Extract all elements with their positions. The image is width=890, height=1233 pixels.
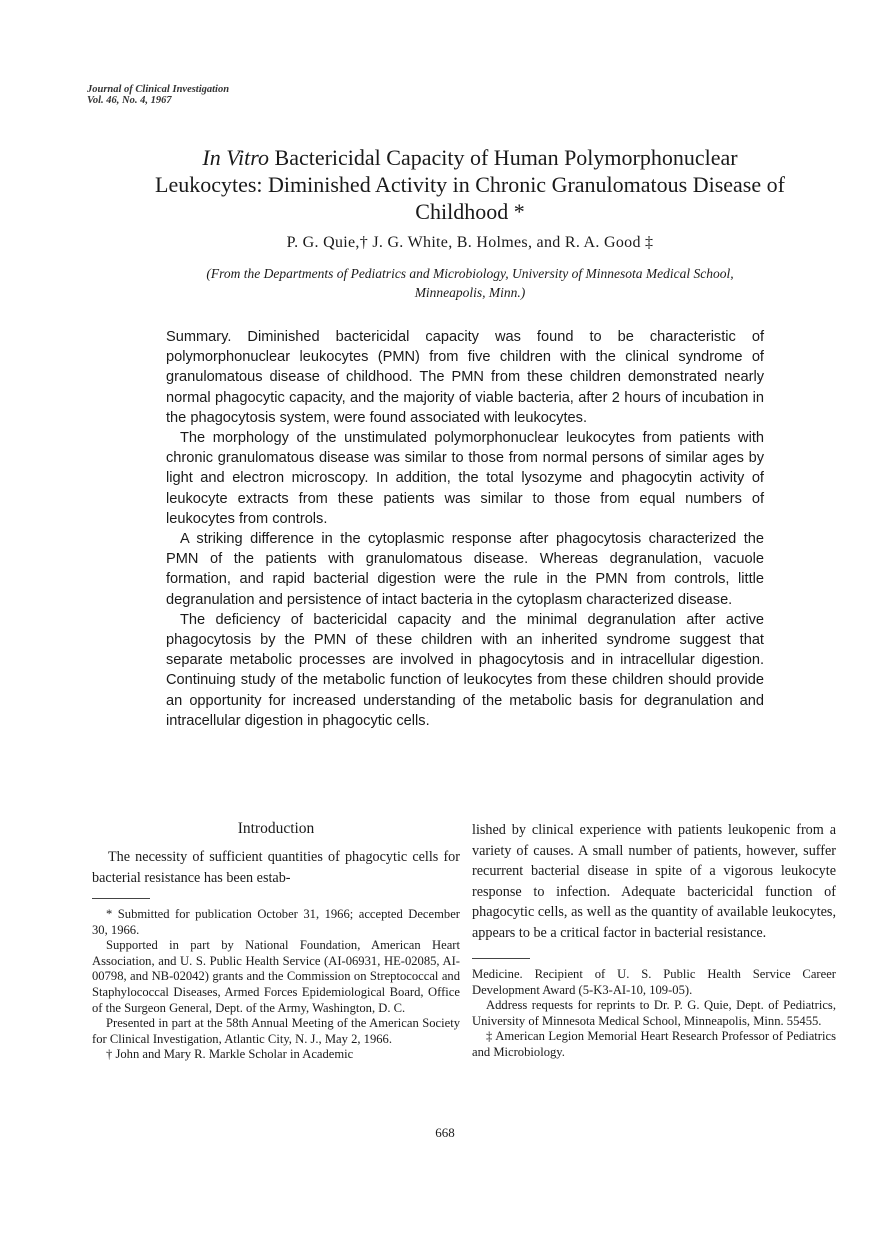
journal-name: Journal of Clinical Investigation [87,84,230,95]
footnote: * Submitted for publication October 31, 1966; accepted December 30, 1966. [92,907,460,937]
footnote: Supported in part by National Foundation, American Heart Association, and U. S. Public Health Service (AI-06931, HE-02085, AI-00798, and NB-02042) grants and the Commission on Streptococcal and Staphylococcal Diseases, Armed Forces Epidemiological Board, Office of the Surgeon General, Dept. of the Army, Washington, D. C. [92,938,460,1015]
footnote: ‡ American Legion Memorial Heart Research Professor of Pediatrics and Microbiology. [472,1029,836,1059]
author-list: P. G. Quie,† J. G. White, B. Holmes, and R. A. Good ‡ [286,234,654,251]
abstract [166,327,764,731]
footnote: Presented in part at the 58th Annual Meeting of the American Society for Clinical Investigation, Atlantic City, N. J., May 2, 1966. [92,1016,460,1046]
abstract-paragraph: The morphology of the unstimulated polymorphonuclear leukocytes from patients with chronic granulomatous disease was similar to those from normal persons of similar ages by light and electron microscopy. In addition, the total lysozyme and phagocytin activity of leukocyte extracts from these patients was similar to those from equal numbers of leukocytes from controls. [166,430,764,527]
paper-title [150,144,790,225]
introduction-heading: Introduction [237,820,315,837]
abstract-paragraph: The deficiency of bactericidal capacity and the minimal degranulation after active phagocytosis by the PMN of these children with an inherited syndrome suggest that separate metabolic processes are involved in phagocytosis and in intracellular digestion. Continuing study of the metabolic function of leukocytes from these children should provide an opportunity for increased understanding of the metabolic basis for degranulation and intracellular digestion in phagocytic cells. [166,611,764,729]
left-column [92,820,460,1063]
title-italic-part: In Vitro [202,145,270,170]
footnote-divider [92,898,150,899]
introduction-text-right: lished by clinical experience with patients leukopenic from a variety of causes. A small number of patients, however, suffer recurrent bacterial disease in spite of a vigorous leukocyte response to infection. Adequate bactericidal function of phagocytic cells, as well as the quantity of available leukocytes, appears to be a critical factor in bacterial resistance. [472,822,836,941]
journal-citation [87,84,229,106]
introduction-text-left: The necessity of sufficient quantities of phagocytic cells for bacterial resistance has been estab- [92,849,460,886]
footnote: † John and Mary R. Markle Scholar in Academic [106,1047,354,1062]
footnote: Medicine. Recipient of U. S. Public Health Service Career Development Award (5-K3-AI-10, 109-05). [472,967,836,997]
page-number: 668 [435,1125,455,1140]
affiliation: (From the Departments of Pediatrics and Microbiology, University of Minnesota Medical School, Minneapolis, Minn.) [206,266,734,300]
abstract-paragraph: A striking difference in the cytoplasmic response after phagocytosis characterized the PMN of the patients with granulomatous disease. Whereas degranulation, vacuole formation, and rapid bacterial digestion were the rule in the PMN from controls, little degranulation and persistence of intact bacteria in the cytoplasm characterized disease. [166,531,764,608]
journal-volume: Vol. 46, No. 4, 1967 [87,95,172,106]
right-column [472,820,836,1061]
footnote-divider [472,958,530,959]
footnote: Address requests for reprints to Dr. P. G. Quie, Dept. of Pediatrics, University of Minnesota Medical School, Minneapolis, Minn. 55455. [472,998,836,1028]
abstract-paragraph: Summary. Diminished bactericidal capacity was found to be characteristic of polymorphonuclear leukocytes (PMN) from five children with the clinical syndrome of granulomatous disease of childhood. The PMN from these children demonstrated nearly normal phagocytic capacity, and the majority of viable bacteria, after 2 hours of incubation in the phagocytosis system, were found associated with leukocytes. [166,329,764,426]
title-main-part: Bactericidal Capacity of Human Polymorphonuclear Leukocytes: Diminished Activity in Chronic Granulomatous Disease of Childhood * [155,145,785,224]
